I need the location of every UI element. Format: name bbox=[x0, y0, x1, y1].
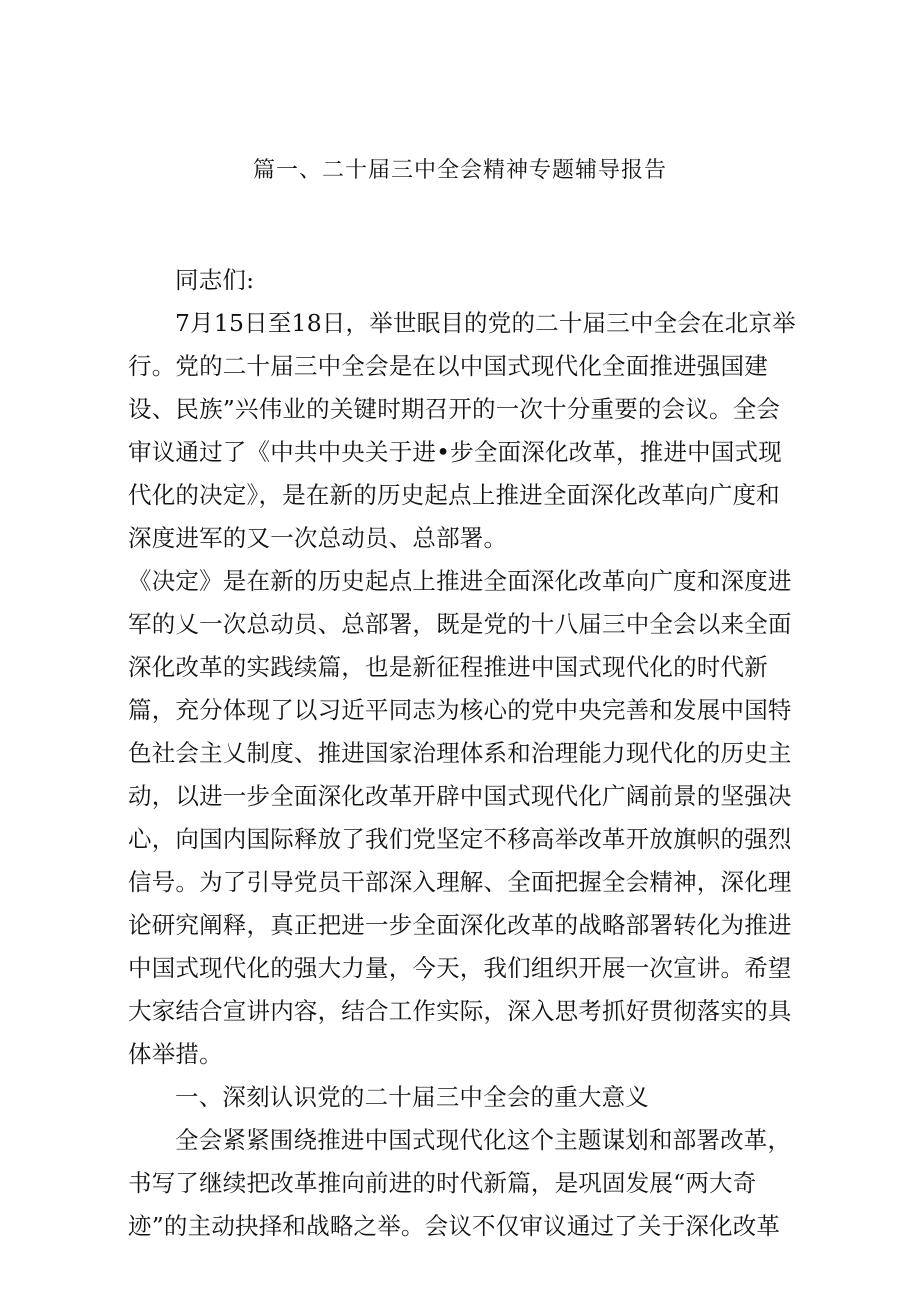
decision-paragraph: 《决定》是在新的历史起点上推进全面深化改革向广度和深度进军的乂一次总动员、总部署，既是党的十八届三中全会以来全面深化改革的实践续篇，也是新征程推进中国式现代化的时代新篇，充分体现了以习近平同志为核心的党中央完善和发展中国特色社会主乂制度、推进国家治理体系和治理能力现代化的历史主动，以进一步全面深化改革开辟中国式现代化广阔前景的坚强决心，向国内国际释放了我们党坚定不移高举改革开放旗帜的强烈信号。为了引导党员干部深入理解、全面把握全会精神，深化理论研究阐释，真正把进一步全面深化改革的战略部署转化为推进中国式现代化的强大力量，今天，我们组织开展一次宣讲。希望大家结合宣讲内容，结合工作实际，深入思考抓好贯彻落实的具体举措。 bbox=[128, 567, 792, 1068]
document-body bbox=[128, 259, 798, 1248]
section-paragraph: 全会紧紧围绕推进中国式现代化这个主题谋划和部署改革，书写了继续把改革推向前进的时代新篇，是巩固发展“两大奇迹”的主动抉择和战略之举。会议不仅审议通过了关于深化改革 bbox=[128, 1126, 792, 1240]
opening-paragraph: 7月15日至18日，举世眠目的党的二十届三中全会在北京举行。党的二十届三中全会是在以中国式现代化全面推进强国建设、民族”兴伟业的关键时期召开的一次十分重要的会议。全会审议通过了《中共中央关于进•步全面深化改革，推进中国式现代化的决定》，是在新的历史起点上推进全面深化改革向广度和深度进军的又一次总动员、总部署。 bbox=[128, 309, 796, 552]
section-heading: 一、深刻认识党的二十届三中全会的重大意义 bbox=[175, 1083, 649, 1111]
salutation-paragraph: 同志们: bbox=[175, 266, 255, 294]
document-title: 篇一、二十届三中全会精神专题辅导报告 bbox=[252, 158, 667, 183]
